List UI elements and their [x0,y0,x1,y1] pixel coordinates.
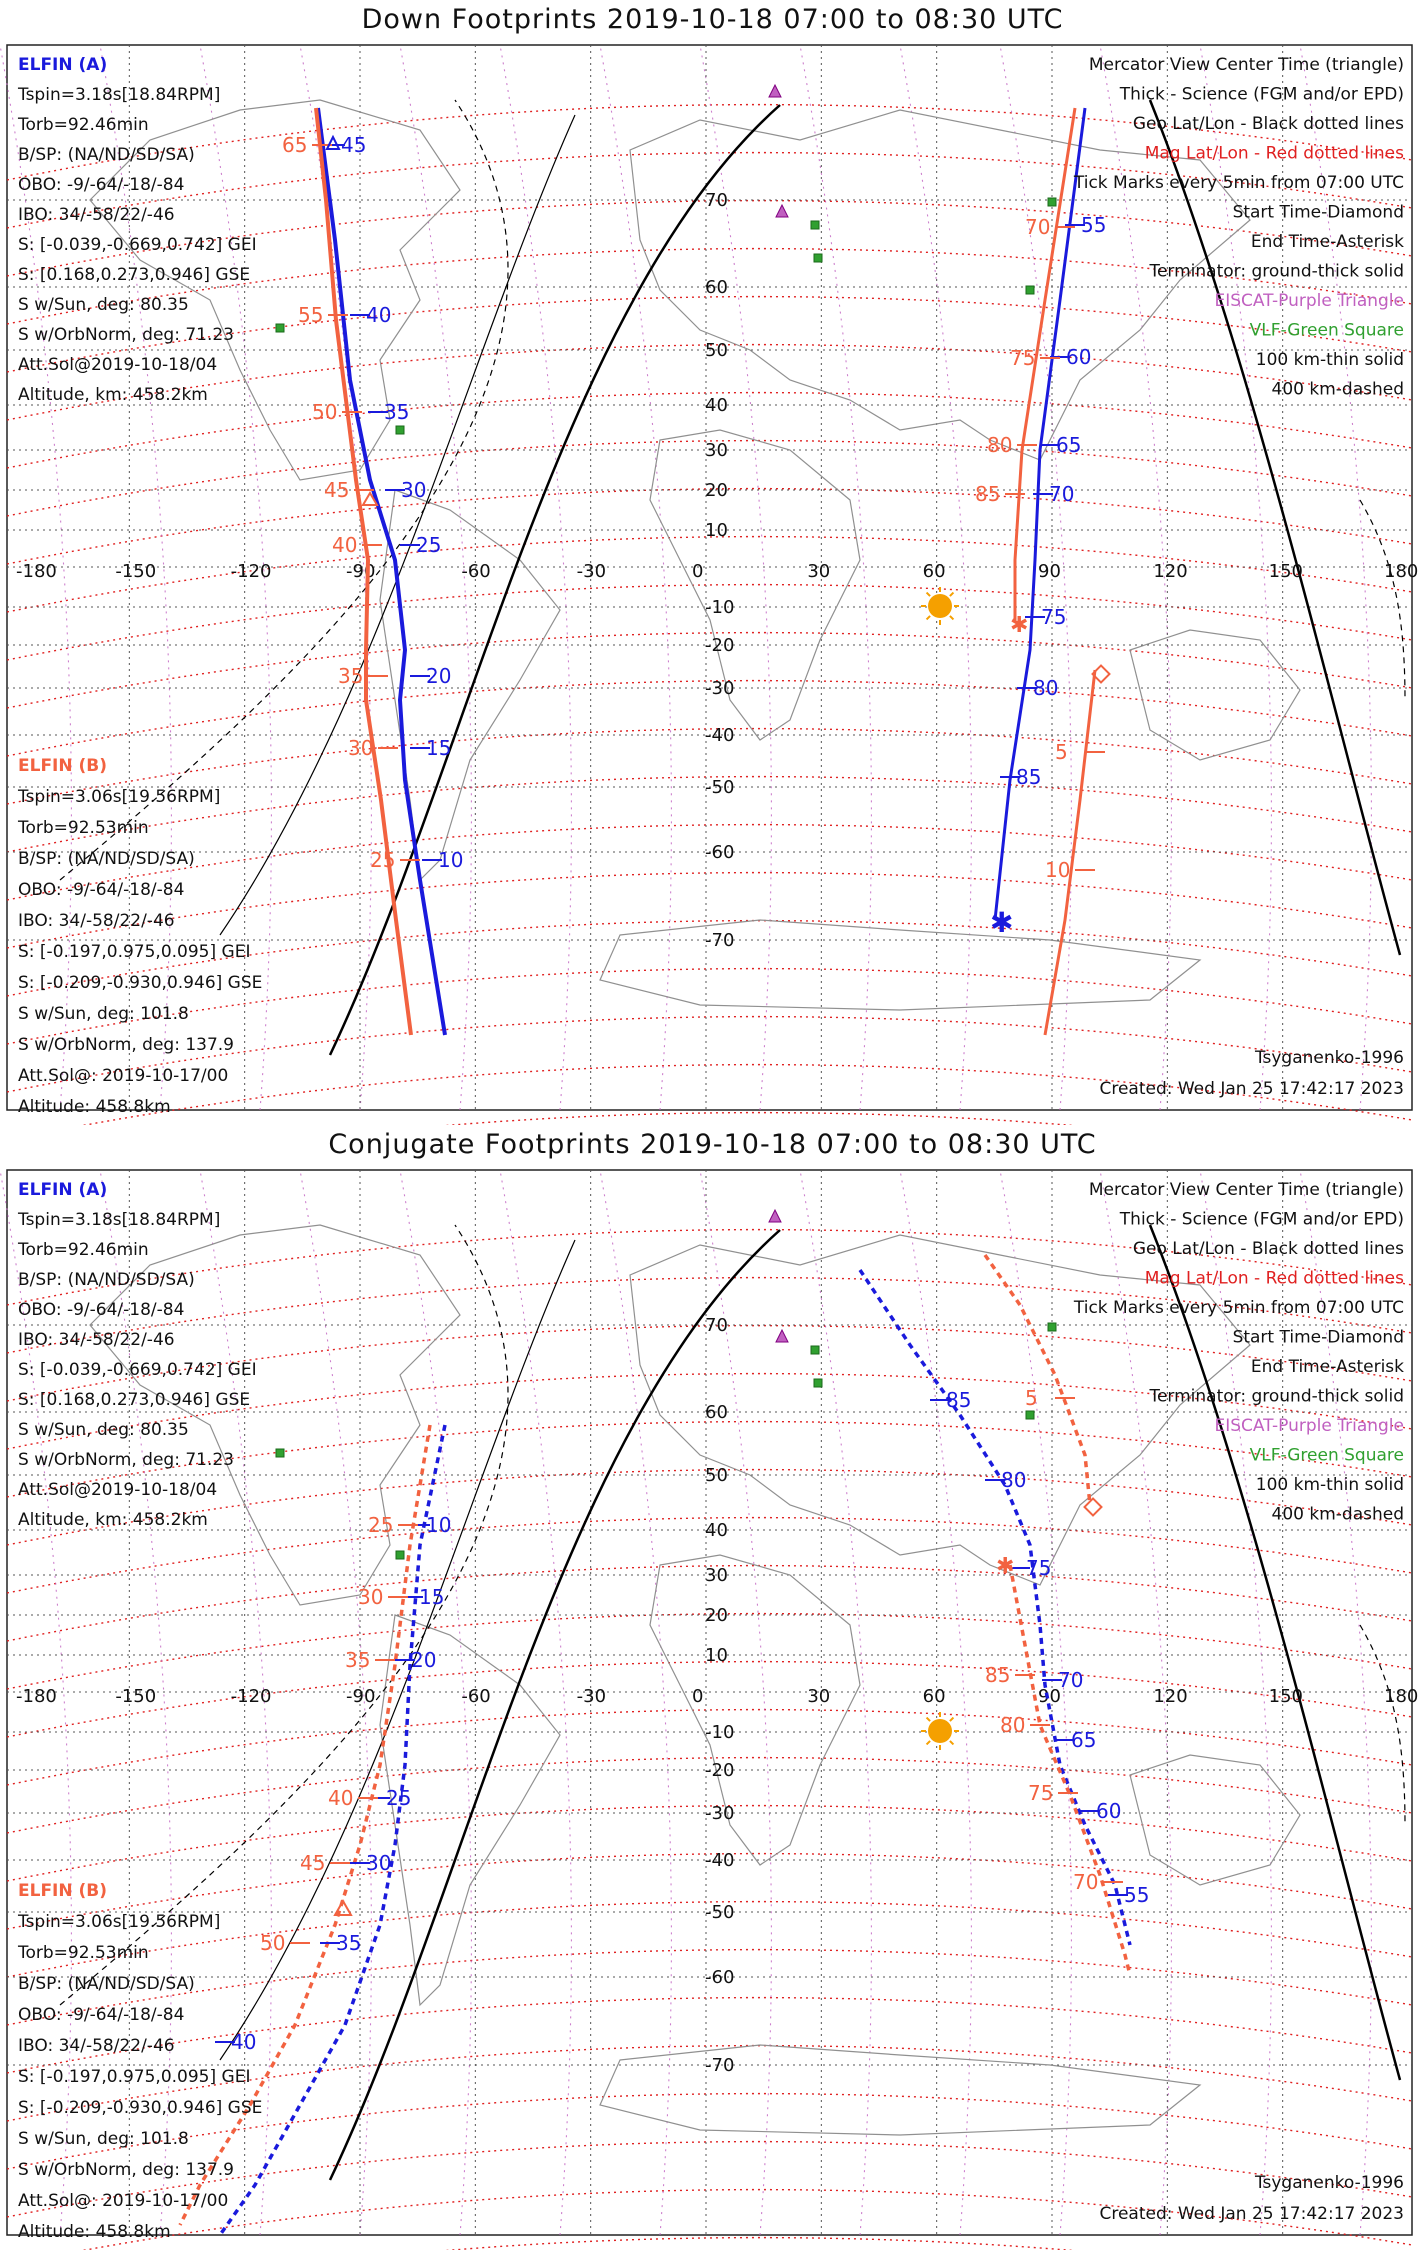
vlf-square [811,1346,819,1354]
elfin-a-info: Torb=92.46min [18,115,149,135]
legend-entry: Geo Lat/Lon - Black dotted lines [1132,1239,1404,1259]
vlf-square [814,254,822,262]
conjugate-footprints-map [0,1125,1425,2250]
vlf-square [1026,286,1034,294]
elfin-b-west-tick-label: 55 [298,303,324,327]
lat-label: -20 [705,1760,735,1781]
elfin-a-info: S: [-0.039,-0.669,0.742] GEI [18,235,257,255]
lat-label: 40 [705,395,728,416]
elfin-a-east-tick-label: 65 [1071,1728,1097,1752]
vlf-square [1026,1411,1034,1419]
elfin-a-west-tick-label: 30 [366,1851,392,1875]
mag-lat-line [7,1113,1412,1125]
legend-entry: VLF-Green Square [1249,320,1404,341]
elfin-b-info: B/SP: (NA/ND/SD/SA) [18,1974,195,1994]
elfin-b-info: Tspin=3.06s[19.56RPM] [18,787,221,807]
elfin-a-west-tick-label: 20 [411,1648,437,1672]
elfin-b-info: IBO: 34/-58/22/-46 [18,2036,175,2056]
vlf-square [1048,198,1056,206]
elfin-a-info: S w/Sun, deg: 80.35 [18,1420,189,1440]
elfin-b-west-tick-label: 35 [345,1648,371,1672]
elfin-b-info: S w/Sun, deg: 101.8 [18,2129,189,2149]
lon-label: 150 [1268,1686,1304,1707]
elfin-b-west-tick-label: 25 [370,848,396,872]
lat-label: 30 [705,440,728,461]
elfin-a-info: ELFIN (A) [18,1180,108,1200]
lon-label: -90 [346,561,376,582]
lon-label: -120 [230,561,272,582]
lat-label: 40 [705,1520,728,1541]
elfin-b-west-tick-label: 45 [324,478,350,502]
lon-label: 180 [1384,1686,1419,1707]
elfin-a-west-tick-label: 30 [401,478,427,502]
vlf-square [396,426,404,434]
legend-entry: Start Time-Diamond [1232,202,1404,223]
elfin-a-west-tick-label: 25 [416,533,442,557]
lon-label: -120 [230,1686,272,1707]
elfin-a-east-tick-label: 70 [1049,482,1075,506]
vlf-square [276,1449,284,1457]
elfin-a-end-asterisk: ✱ [990,906,1014,939]
elfin-b-info: ELFIN (B) [18,756,108,776]
elfin-a-east-tick-label: 60 [1066,345,1092,369]
elfin-a-info: B/SP: (NA/ND/SD/SA) [18,145,195,165]
elfin-a-info: Att.Sol@2019-10-18/04 [18,355,218,375]
legend-entry: Terminator: ground-thick solid [1149,1386,1404,1407]
elfin-a-west-tick-label: 10 [438,848,464,872]
elfin-a-info: S w/OrbNorm, deg: 71.23 [18,1450,235,1470]
lat-label: 60 [705,277,728,298]
vlf-square [814,1379,822,1387]
lat-label: -30 [705,1803,735,1824]
legend-entry: EISCAT-Purple Triangle [1214,1416,1404,1436]
elfin-b-east-tick-label: 70 [1025,215,1051,239]
lat-label: -70 [705,930,735,951]
elfin-b-east-tick-label: 70 [1073,1870,1099,1894]
elfin-b-end-asterisk: ✱ [1010,613,1029,638]
elfin-b-west-tick-label: 30 [358,1585,384,1609]
elfin-a-west-tick-label: 15 [419,1585,445,1609]
elfin-a-east-tick-label: 80 [1033,676,1059,700]
lat-label: 70 [705,1315,728,1336]
lon-label: 60 [922,1686,946,1707]
lat-label: -10 [705,597,735,618]
elfin-a-info: Altitude, km: 458.2km [18,385,208,405]
lon-label: 0 [692,1686,704,1707]
elfin-a-info: B/SP: (NA/ND/SD/SA) [18,1270,195,1290]
elfin-b-east-tick-label: 85 [975,482,1001,506]
lat-label: 10 [705,1645,728,1666]
elfin-a-info: S: [-0.039,-0.669,0.742] GEI [18,1360,257,1380]
elfin-b-info: ELFIN (B) [18,1881,108,1901]
legend-entry: Start Time-Diamond [1232,1327,1404,1348]
legend-entry: 100 km-thin solid [1255,1475,1404,1495]
legend-entry: End Time-Asterisk [1250,232,1404,252]
lon-label: 120 [1153,1686,1188,1707]
legend-entry: EISCAT-Purple Triangle [1214,291,1404,311]
lon-label: -150 [115,561,157,582]
elfin-a-west-tick-label: 35 [336,1931,362,1955]
elfin-b-info: IBO: 34/-58/22/-46 [18,911,175,931]
elfin-a-east-tick-label: 55 [1081,213,1107,237]
panel-title: Conjugate Footprints 2019-10-18 07:00 to 08:30 UTC [328,1129,1097,1160]
elfin-b-east-tick-label: 75 [1010,346,1036,370]
vlf-square [276,324,284,332]
panel-title: Down Footprints 2019-10-18 07:00 to 08:30 UTC [361,4,1064,35]
elfin-b-info: S: [-0.209,-0.930,0.946] GSE [18,2098,263,2118]
sun-icon [928,1719,952,1743]
lon-label: -90 [346,1686,376,1707]
elfin-b-west-tick-label: 50 [260,1931,286,1955]
lat-label: 50 [705,340,728,361]
elfin-b-west-tick-label: 50 [312,400,338,424]
lat-label: -30 [705,678,735,699]
elfin-a-info: IBO: 34/-58/22/-46 [18,205,175,225]
elfin-b-east-tick-label: 80 [987,433,1013,457]
created-label: Created: Wed Jan 25 17:42:17 2023 [1099,2204,1404,2224]
elfin-b-west-tick-label: 25 [368,1513,394,1537]
lat-label: -60 [705,1967,735,1988]
elfin-a-info: OBO: -9/-64/-18/-84 [18,175,185,195]
elfin-b-info: Altitude: 458.8km [18,1097,171,1117]
elfin-b-info: B/SP: (NA/ND/SD/SA) [18,849,195,869]
elfin-b-info: Altitude: 458.8km [18,2222,171,2242]
lon-label: 150 [1268,561,1304,582]
elfin-a-info: Torb=92.46min [18,1240,149,1260]
conjugate-footprints-panel [0,1125,1425,2250]
lat-label: -10 [705,1722,735,1743]
lat-label: 60 [705,1402,728,1423]
legend-entry: Geo Lat/Lon - Black dotted lines [1132,114,1404,134]
elfin-a-east-tick-label: 80 [1001,1468,1027,1492]
legend-entry: Mag Lat/Lon - Red dotted lines [1144,1268,1404,1289]
elfin-a-info: S: [0.168,0.273,0.946] GSE [18,265,251,285]
elfin-a-east-tick-label: 75 [1041,605,1067,629]
elfin-b-east-tick-label: 75 [1028,1781,1054,1805]
elfin-b-west-tick-label: 40 [328,1786,354,1810]
lon-label: 180 [1384,561,1419,582]
legend-entry: Terminator: ground-thick solid [1149,261,1404,282]
elfin-b-west-tick-label: 45 [300,1851,326,1875]
elfin-a-east-tick-label: 55 [1124,1883,1150,1907]
elfin-b-west-tick-label: 40 [332,533,358,557]
mag-lat-line [7,2238,1412,2250]
lon-label: -180 [16,561,57,582]
legend-entry: 400 km-dashed [1271,1504,1404,1525]
lat-label: -50 [705,1902,735,1923]
model-label: Tsyganenko-1996 [1254,1048,1404,1068]
elfin-b-info: OBO: -9/-64/-18/-84 [18,2005,185,2025]
lat-label: -50 [705,777,735,798]
lon-label: 120 [1153,561,1188,582]
elfin-a-east-tick-label: 75 [1026,1556,1052,1580]
legend-entry: 400 km-dashed [1271,379,1404,400]
elfin-b-info: Att.Sol@: 2019-10-17/00 [18,2191,229,2211]
legend-entry: Mercator View Center Time (triangle) [1088,1180,1404,1200]
sun-icon [928,594,952,618]
elfin-b-east-tick-label: 5 [1025,1386,1038,1410]
lat-label: -40 [705,1850,735,1871]
legend-entry: Tick Marks every 5min from 07:00 UTC [1073,173,1404,193]
lon-label: 30 [807,1686,831,1707]
elfin-a-west-tick-label: 45 [341,133,367,157]
lat-label: 30 [705,1565,728,1586]
elfin-b-east-tick-label: 10 [1045,858,1071,882]
elfin-a-west-tick-label: 35 [384,400,410,424]
elfin-b-info: OBO: -9/-64/-18/-84 [18,880,185,900]
elfin-b-end-asterisk: ✱ [996,1554,1015,1579]
legend-entry: Mag Lat/Lon - Red dotted lines [1144,143,1404,164]
lat-label: -20 [705,635,735,656]
elfin-a-west-tick-label: 40 [231,2030,257,2054]
elfin-b-east-tick-label: 80 [1000,1713,1026,1737]
elfin-b-west-tick-label: 30 [348,736,374,760]
elfin-b-info: S: [-0.197,0.975,0.095] GEI [18,2067,251,2087]
elfin-a-info: Att.Sol@2019-10-18/04 [18,1480,218,1500]
elfin-b-info: Tspin=3.06s[19.56RPM] [18,1912,221,1932]
lat-label: 20 [705,1605,728,1626]
elfin-a-east-tick-label: 70 [1058,1668,1084,1692]
legend-entry: Mercator View Center Time (triangle) [1088,55,1404,75]
elfin-a-info: S w/Sun, deg: 80.35 [18,295,189,315]
lat-label: -60 [705,842,735,863]
elfin-a-info: Tspin=3.18s[18.84RPM] [18,1210,221,1230]
elfin-b-info: S: [-0.197,0.975,0.095] GEI [18,942,251,962]
lon-label: -30 [576,1686,607,1707]
lat-label: 70 [705,190,728,211]
legend-entry: VLF-Green Square [1249,1445,1404,1466]
lon-label: -60 [461,561,491,582]
elfin-a-west-tick-label: 40 [366,303,392,327]
elfin-a-west-tick-label: 20 [426,664,452,688]
elfin-a-info: S w/OrbNorm, deg: 71.23 [18,325,235,345]
elfin-a-east-tick-label: 65 [1056,433,1082,457]
elfin-a-info: Tspin=3.18s[18.84RPM] [18,85,221,105]
elfin-a-west-tick-label: 10 [426,1513,452,1537]
created-label: Created: Wed Jan 25 17:42:17 2023 [1099,1079,1404,1099]
vlf-square [811,221,819,229]
elfin-a-info: ELFIN (A) [18,55,108,75]
elfin-b-info: S w/OrbNorm, deg: 137.9 [18,1035,235,1055]
elfin-a-info: S: [0.168,0.273,0.946] GSE [18,1390,251,1410]
lat-label: 50 [705,1465,728,1486]
elfin-b-info: S: [-0.209,-0.930,0.946] GSE [18,973,263,993]
lon-label: 0 [692,561,704,582]
elfin-b-west-tick-label: 65 [282,133,308,157]
elfin-a-info: IBO: 34/-58/22/-46 [18,1330,175,1350]
lon-label: -30 [576,561,607,582]
lon-label: -150 [115,1686,157,1707]
lon-label: 30 [807,561,831,582]
elfin-b-east-tick-label: 5 [1055,740,1068,764]
lon-label: 90 [1038,1686,1061,1707]
elfin-a-east-tick-label: 85 [1016,765,1042,789]
model-label: Tsyganenko-1996 [1254,2173,1404,2193]
lat-label: 10 [705,520,728,541]
elfin-a-info: OBO: -9/-64/-18/-84 [18,1300,185,1320]
elfin-a-info: Altitude, km: 458.2km [18,1510,208,1530]
lon-label: 60 [922,561,946,582]
elfin-a-west-tick-label: 15 [426,736,452,760]
legend-entry: Tick Marks every 5min from 07:00 UTC [1073,1298,1404,1318]
legend-entry: End Time-Asterisk [1250,1357,1404,1377]
elfin-b-info: Torb=92.53min [18,818,149,838]
lat-label: -70 [705,2055,735,2076]
lon-label: -180 [16,1686,57,1707]
elfin-b-info: S w/Sun, deg: 101.8 [18,1004,189,1024]
elfin-a-east-tick-label: 85 [946,1388,972,1412]
elfin-b-info: Torb=92.53min [18,1943,149,1963]
lon-label: -60 [461,1686,491,1707]
vlf-square [396,1551,404,1559]
elfin-a-east-tick-label: 60 [1096,1799,1122,1823]
elfin-b-info: Att.Sol@: 2019-10-17/00 [18,1066,229,1086]
elfin-b-west-tick-label: 35 [338,664,364,688]
lat-label: -40 [705,725,735,746]
lat-label: 20 [705,480,728,501]
vlf-square [1048,1323,1056,1331]
elfin-b-east-tick-label: 85 [985,1663,1011,1687]
elfin-a-west-tick-label: 25 [386,1786,412,1810]
legend-entry: Thick - Science (FGM and/or EPD) [1119,1209,1404,1230]
legend-entry: Thick - Science (FGM and/or EPD) [1119,84,1404,105]
elfin-b-info: S w/OrbNorm, deg: 137.9 [18,2160,235,2180]
legend-entry: 100 km-thin solid [1255,350,1404,370]
lon-label: 90 [1038,561,1061,582]
